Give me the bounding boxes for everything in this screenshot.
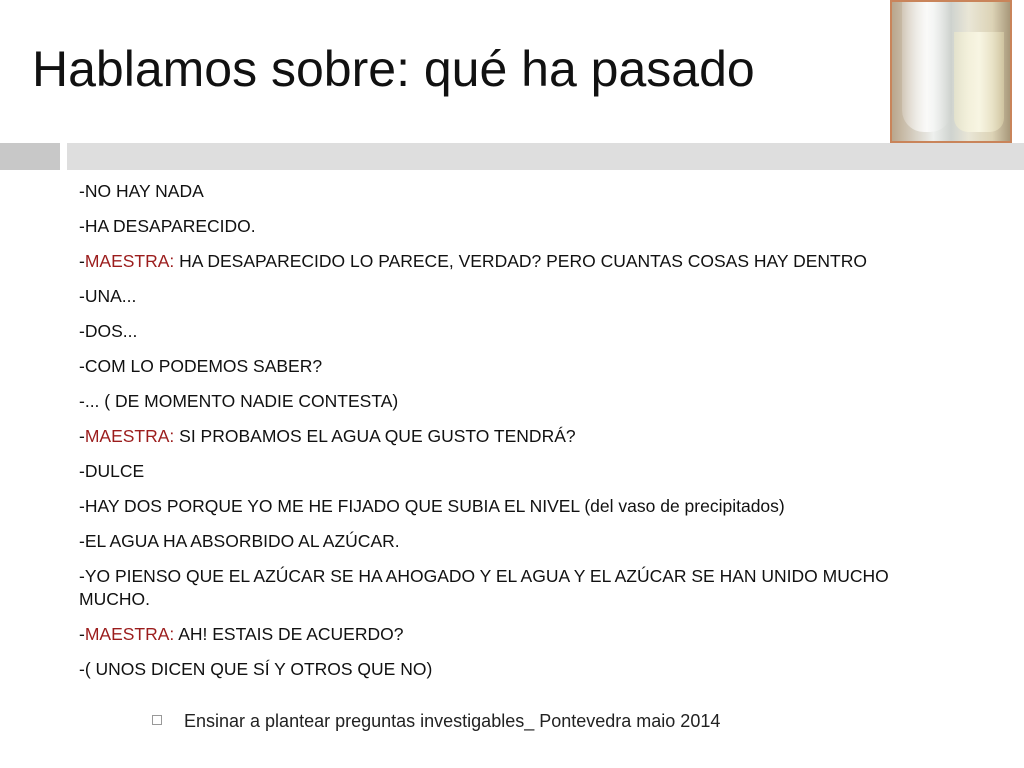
footer-text: Ensinar a plantear preguntas investigables_ Pontevedra maio 2014 (184, 711, 721, 731)
dialogue-prefix: - (79, 624, 85, 644)
dialogue-line (79, 565, 919, 611)
dialogue-line (79, 250, 919, 273)
dialogue-text: HA DESAPARECIDO LO PARECE, VERDAD? PERO CUANTAS COSAS HAY DENTRO (174, 251, 867, 271)
square-bullet-icon (152, 715, 162, 725)
dialogue-line (79, 530, 919, 553)
dialogue-prefix: -COM LO PODEMOS SABER? (79, 356, 323, 376)
photo-glasses-image (890, 0, 1012, 143)
slide-title: Hablamos sobre: qué ha pasado (32, 41, 755, 97)
dialogue-prefix: -HA DESAPARECIDO. (79, 216, 256, 236)
speaker-label: MAESTRA: (84, 624, 175, 644)
dialogue-prefix: - (79, 426, 85, 446)
footer (152, 711, 720, 732)
speaker-label: MAESTRA: (84, 426, 175, 446)
dialogue-line (79, 320, 919, 343)
dialogue-line (79, 623, 919, 646)
dialogue-line (79, 215, 919, 238)
dialogue-prefix: - (79, 251, 85, 271)
dialogue-prefix: -DOS... (79, 321, 138, 341)
dialogue-prefix: -( UNOS DICEN QUE SÍ Y OTROS QUE NO) (79, 659, 433, 679)
dialogue-prefix: -... ( DE MOMENTO NADIE CONTESTA) (79, 391, 399, 411)
dialogue-line (79, 495, 919, 518)
dialogue-list (79, 180, 919, 693)
glass-left (902, 2, 952, 132)
dialogue-prefix: -NO HAY NADA (79, 181, 204, 201)
dialogue-line (79, 180, 919, 203)
dialogue-prefix: -HAY DOS PORQUE YO ME HE FIJADO QUE SUBIA EL NIVEL (del vaso de precipitados) (79, 496, 785, 516)
dialogue-line (79, 658, 919, 681)
dialogue-prefix: -EL AGUA HA ABSORBIDO AL AZÚCAR. (79, 531, 400, 551)
dialogue-line (79, 425, 919, 448)
glass-right (954, 32, 1004, 132)
dialogue-line (79, 390, 919, 413)
accent-bar-left (0, 143, 60, 170)
speaker-label: MAESTRA: (84, 251, 175, 271)
dialogue-prefix: -YO PIENSO QUE EL AZÚCAR SE HA AHOGADO Y EL AGUA Y EL AZÚCAR SE HAN UNIDO MUCHO MUCHO. (79, 566, 889, 609)
dialogue-line (79, 355, 919, 378)
dialogue-prefix: -DULCE (79, 461, 145, 481)
dialogue-line (79, 460, 919, 483)
dialogue-text: AH! ESTAIS DE ACUERDO? (174, 624, 404, 644)
dialogue-text: SI PROBAMOS EL AGUA QUE GUSTO TENDRÁ? (174, 426, 576, 446)
accent-bar-right (67, 143, 1024, 170)
dialogue-line (79, 285, 919, 308)
dialogue-prefix: -UNA... (79, 286, 137, 306)
